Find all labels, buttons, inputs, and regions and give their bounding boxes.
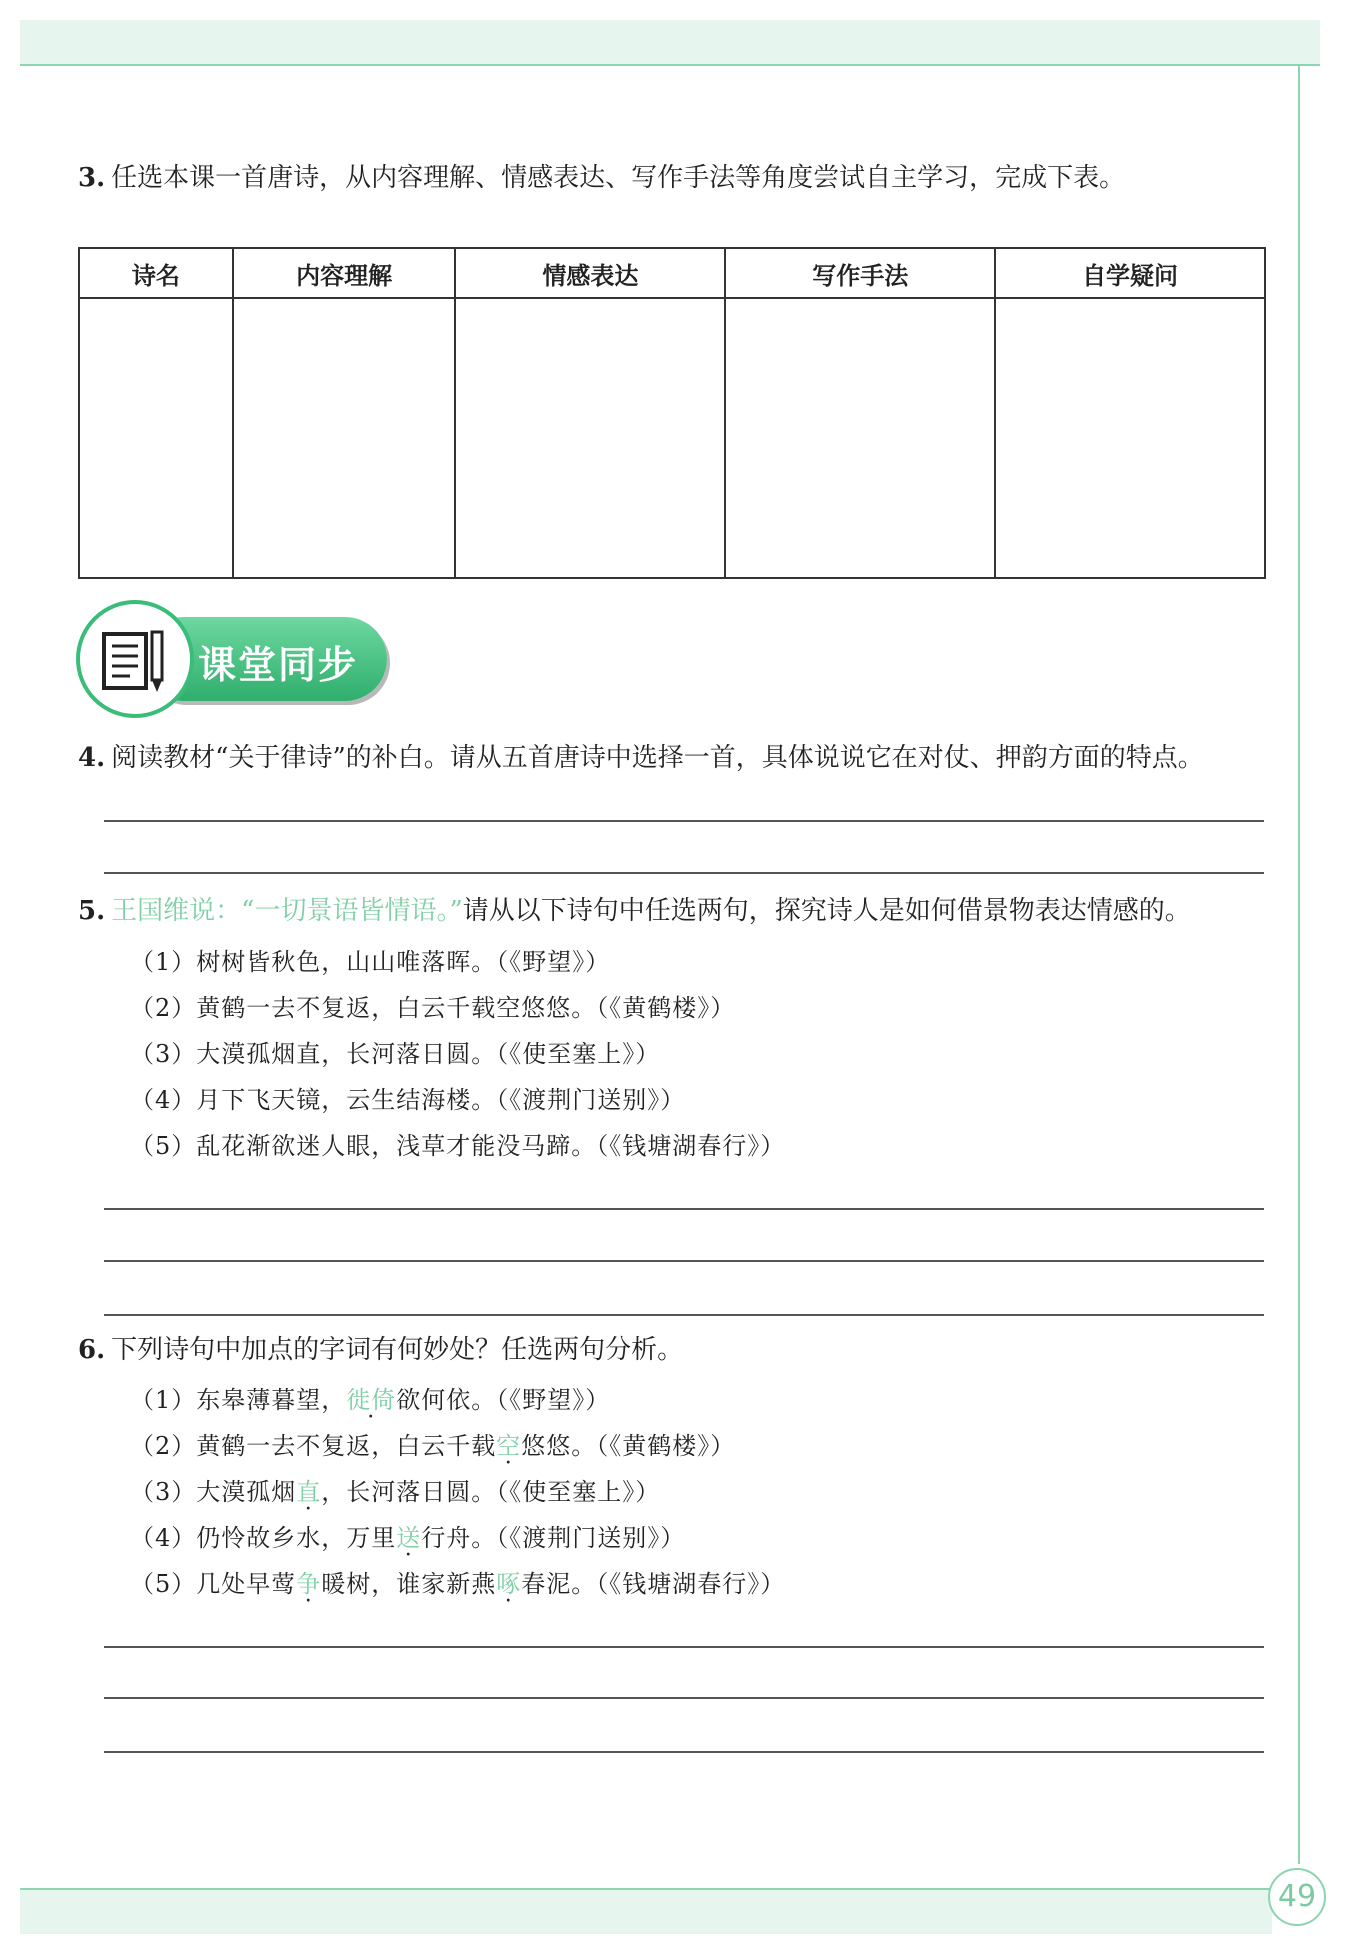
answer-line[interactable] — [104, 1208, 1264, 1210]
question-5-text: 请从以下诗句中任选两句，探究诗人是如何借景物表达情感的。 — [462, 896, 1191, 926]
answer-line[interactable] — [104, 1314, 1264, 1316]
answer-line[interactable] — [104, 1751, 1264, 1753]
item-text: 行舟。（《渡荆门送别》） — [421, 1524, 686, 1552]
question-5-item: （2）黄鹤一去不复返，白云千载空悠悠。（《黄鹤楼》） — [130, 994, 736, 1022]
answer-line[interactable] — [104, 1646, 1264, 1648]
item-text: （2）黄鹤一去不复返，白云千载 — [130, 1432, 497, 1460]
answer-line[interactable] — [104, 1260, 1264, 1262]
table-header-content: 内容理解 — [233, 248, 456, 298]
item-text: ，长河落日圆。（《使至塞上》） — [321, 1478, 661, 1506]
dotted-word: 争 — [296, 1570, 322, 1598]
question-5-item: （1）树树皆秋色，山山唯落晖。（《野望》） — [130, 948, 611, 976]
table-cell-content[interactable] — [233, 298, 456, 578]
page-number: 49 — [1268, 1868, 1326, 1926]
item-text: 春泥。（《钱塘湖春行》） — [521, 1570, 786, 1598]
question-6-item — [130, 1380, 610, 1415]
question-6-item — [130, 1564, 785, 1599]
item-text: （1）东皋薄暮望， — [130, 1386, 347, 1414]
item-text: 暖树，谁家新燕 — [321, 1570, 497, 1598]
question-3-text: 任选本课一首唐诗，从内容理解、情感表达、写作手法等角度尝试自主学习，完成下表。 — [111, 163, 1126, 193]
answer-line[interactable] — [104, 820, 1264, 822]
question-6-number: 6. — [78, 1335, 106, 1365]
table-cell-questions[interactable] — [995, 298, 1265, 578]
item-text: 欲何依。（《野望》） — [396, 1386, 611, 1414]
question-4-number: 4. — [78, 743, 106, 773]
question-4 — [78, 742, 1204, 776]
item-text: 悠悠。（《黄鹤楼》） — [521, 1432, 736, 1460]
question-5-item: （4）月下飞天镜，云生结海楼。（《渡荆门送别》） — [130, 1086, 686, 1114]
study-table — [78, 247, 1266, 579]
item-text: （4）仍怜故乡水，万里 — [130, 1524, 397, 1552]
right-margin-rule — [1298, 64, 1300, 1864]
table-cell-poem[interactable] — [79, 298, 233, 578]
section-banner — [76, 600, 391, 722]
table-cell-emotion[interactable] — [455, 298, 725, 578]
item-text: （5）几处早莺 — [130, 1570, 297, 1598]
section-title: 课堂同步 — [198, 643, 359, 687]
question-5-quote: 王国维说：“一切景语皆情语。” — [111, 896, 463, 926]
question-3-number: 3. — [78, 163, 106, 193]
table-header-emotion: 情感表达 — [455, 248, 725, 298]
question-6-item — [130, 1472, 660, 1507]
dotted-word: 徙倚 — [346, 1386, 397, 1414]
item-text: （3）大漠孤烟 — [130, 1478, 297, 1506]
question-5-item: （3）大漠孤烟直，长河落日圆。（《使至塞上》） — [130, 1040, 661, 1068]
top-decor-band — [20, 20, 1320, 66]
answer-line[interactable] — [104, 872, 1264, 874]
question-6-text: 下列诗句中加点的字词有何妙处？任选两句分析。 — [111, 1335, 684, 1365]
question-6-item — [130, 1426, 735, 1461]
answer-line[interactable] — [104, 1697, 1264, 1699]
question-5-number: 5. — [78, 896, 106, 926]
table-cell-technique[interactable] — [725, 298, 995, 578]
dotted-word: 空 — [496, 1432, 522, 1460]
notebook-pencil-icon — [100, 626, 170, 696]
question-5 — [78, 895, 1191, 929]
question-6 — [78, 1334, 683, 1368]
dotted-word: 直 — [296, 1478, 322, 1506]
question-3 — [78, 162, 1125, 196]
dotted-word: 啄 — [496, 1570, 522, 1598]
question-6-item — [130, 1518, 685, 1553]
table-header-questions: 自学疑问 — [995, 248, 1265, 298]
dotted-word: 送 — [396, 1524, 422, 1552]
question-5-item: （5）乱花渐欲迷人眼，浅草才能没马蹄。（《钱塘湖春行》） — [130, 1132, 786, 1160]
table-header-poem: 诗名 — [79, 248, 233, 298]
section-banner-badge — [76, 600, 194, 718]
bottom-decor-band — [20, 1888, 1272, 1934]
table-header-technique: 写作手法 — [725, 248, 995, 298]
question-4-text: 阅读教材“关于律诗”的补白。请从五首唐诗中选择一首，具体说说它在对仗、押韵方面的特点。 — [111, 743, 1204, 773]
